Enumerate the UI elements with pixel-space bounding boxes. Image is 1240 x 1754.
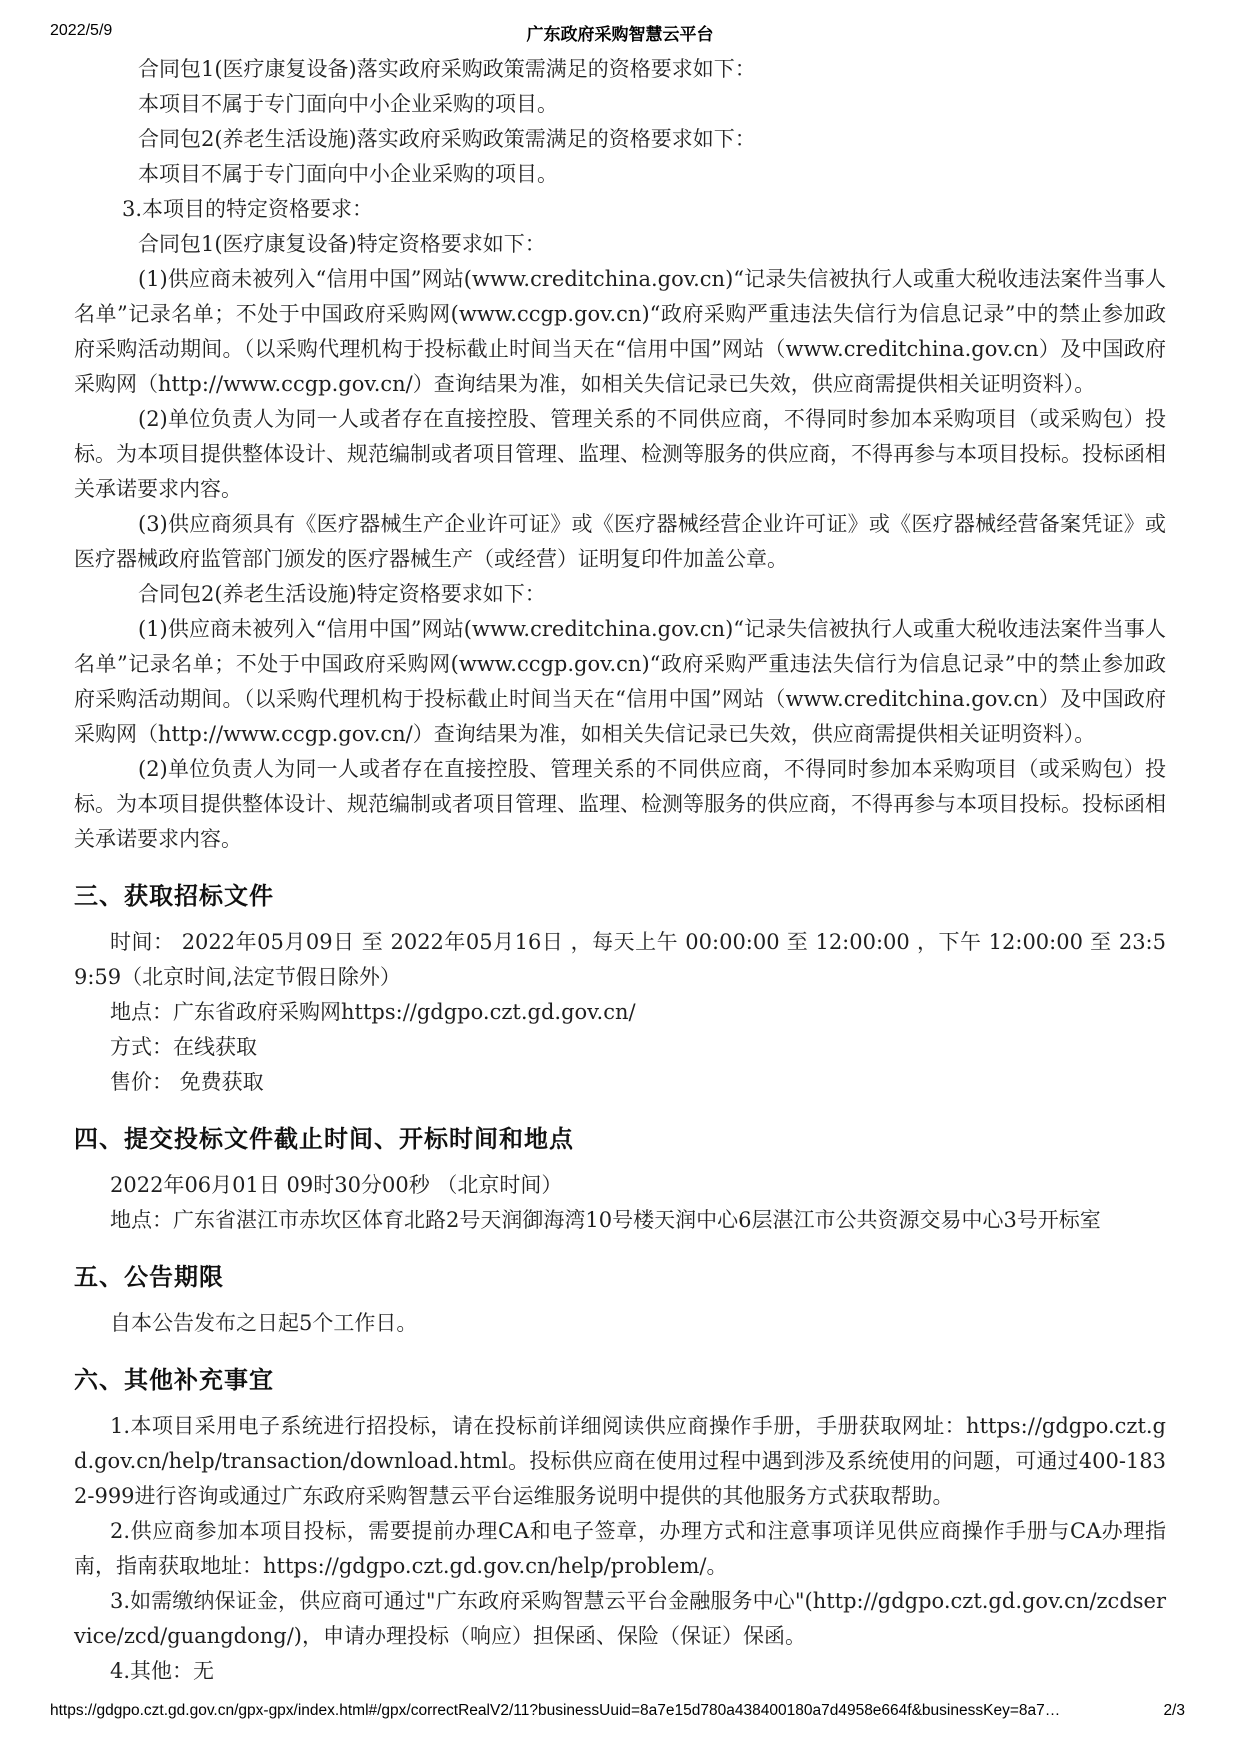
- package1-specific-title: 合同包1(医疗康复设备)特定资格要求如下：: [138, 232, 546, 256]
- package2-policy-note: 本项目不属于专门面向中小企业采购的项目。: [138, 162, 558, 186]
- package1-specific-item-2: (2)单位负责人为同一人或者存在直接控股、管理关系的不同供应商，不得同时参加本采购项目（或采购包）投标。为本项目提供整体设计、规范编制或者项目管理、监理、检测等服务的供应商，不得再参与本项目投标。投标函相关承诺要求内容。: [74, 407, 1166, 501]
- footer-url: https://gdgpo.czt.gd.gov.cn/gpx-gpx/index.html#/gpx/correctRealV2/11?businessUuid=8a7e15d780a438400180a7d4958e664f&businessKey=8a7…: [50, 1702, 1061, 1719]
- package2-specific-item-2: (2)单位负责人为同一人或者存在直接控股、管理关系的不同供应商，不得同时参加本采购项目（或采购包）投标。为本项目提供整体设计、规范编制或者项目管理、监理、检测等服务的供应商，不得再参与本项目投标。投标函相关承诺要求内容。: [74, 757, 1166, 851]
- bid-opening-location: 地点：广东省湛江市赤坎区体育北路2号天润御海湾10号楼天润中心6层湛江市公共资源交易中心3号开标室: [110, 1208, 1101, 1232]
- bid-deadline: 2022年06月01日 09时30分00秒 （北京时间）: [110, 1173, 563, 1197]
- package2-policy-title: 合同包2(养老生活设施)落实政府采购政策需满足的资格要求如下：: [138, 127, 756, 151]
- section-6-heading: 六、其他补充事宜: [74, 1365, 274, 1394]
- section-4-heading: 四、提交投标文件截止时间、开标时间和地点: [74, 1124, 574, 1153]
- print-header: [0, 20, 1240, 44]
- supplement-item-4: 4.其他：无: [110, 1659, 215, 1683]
- footer-page-number: 2/3: [1163, 1702, 1185, 1719]
- section-3-heading: 三、获取招标文件: [74, 881, 274, 910]
- supplement-item-3: 3.如需缴纳保证金，供应商可通过"广东政府采购智慧云平台金融服务中心"(http://gdgpo.czt.gd.gov.cn/zcdservice/zcd/guangdong/)，申请办理投标（响应）担保函、保险（保证）保函。: [74, 1589, 1166, 1648]
- specific-requirements-heading: 3.本项目的特定资格要求：: [122, 197, 374, 221]
- announcement-body: [74, 52, 1166, 1689]
- tender-doc-time: 时间： 2022年05月09日 至 2022年05月16日 ，每天上午 00:00:00 至 12:00:00 ，下午 12:00:00 至 23:59:59（北京时间,法定节假日除外）: [74, 930, 1166, 989]
- package1-policy-title: 合同包1(医疗康复设备)落实政府采购政策需满足的资格要求如下：: [138, 57, 756, 81]
- package1-specific-item-1: (1)供应商未被列入“信用中国”网站(www.creditchina.gov.cn)“记录失信被执行人或重大税收违法案件当事人名单”记录名单；不处于中国政府采购网(www.ccgp.gov.cn)“政府采购严重违法失信行为信息记录”中的禁止参加政府采购活动期间。（以采购代理机构于投标截止时间当天在“信用中国”网站（www.creditchina.gov.cn）及中国政府采购网（http://www.ccgp.gov.cn/）查询结果为准，如相关失信记录已失效，供应商需提供相关证明资料）。: [74, 267, 1166, 396]
- print-footer: [50, 1702, 1185, 1720]
- section-5-heading: 五、公告期限: [74, 1262, 224, 1291]
- package1-specific-item-3: (3)供应商须具有《医疗器械生产企业许可证》或《医疗器械经营企业许可证》或《医疗器械经营备案凭证》或医疗器械政府监管部门颁发的医疗器械生产（或经营）证明复印件加盖公章。: [74, 512, 1166, 571]
- announcement-period-body: 自本公告发布之日起5个工作日。: [110, 1311, 418, 1335]
- tender-doc-location: 地点：广东省政府采购网https://gdgpo.czt.gd.gov.cn/: [110, 1000, 636, 1024]
- package2-specific-item-1: (1)供应商未被列入“信用中国”网站(www.creditchina.gov.cn)“记录失信被执行人或重大税收违法案件当事人名单”记录名单；不处于中国政府采购网(www.ccgp.gov.cn)“政府采购严重违法失信行为信息记录”中的禁止参加政府采购活动期间。（以采购代理机构于投标截止时间当天在“信用中国”网站（www.creditchina.gov.cn）及中国政府采购网（http://www.ccgp.gov.cn/）查询结果为准，如相关失信记录已失效，供应商需提供相关证明资料）。: [74, 617, 1166, 746]
- package2-specific-title: 合同包2(养老生活设施)特定资格要求如下：: [138, 582, 546, 606]
- print-date: 2022/5/9: [50, 22, 113, 39]
- tender-doc-price: 售价： 免费获取: [110, 1070, 264, 1094]
- supplement-item-1: 1.本项目采用电子系统进行招投标，请在投标前详细阅读供应商操作手册，手册获取网址：https://gdgpo.czt.gd.gov.cn/help/transaction/download.html。投标供应商在使用过程中遇到涉及系统使用的问题，可通过400-1832-999进行咨询或通过广东政府采购智慧云平台运维服务说明中提供的其他服务方式获取帮助。: [74, 1414, 1166, 1508]
- package1-policy-note: 本项目不属于专门面向中小企业采购的项目。: [138, 92, 558, 116]
- tender-doc-method: 方式：在线获取: [110, 1035, 257, 1059]
- supplement-item-2: 2.供应商参加本项目投标，需要提前办理CA和电子签章，办理方式和注意事项详见供应商操作手册与CA办理指南，指南获取地址：https://gdgpo.czt.gd.gov.cn/help/problem/。: [74, 1519, 1166, 1578]
- site-title: 广东政府采购智慧云平台: [526, 25, 714, 44]
